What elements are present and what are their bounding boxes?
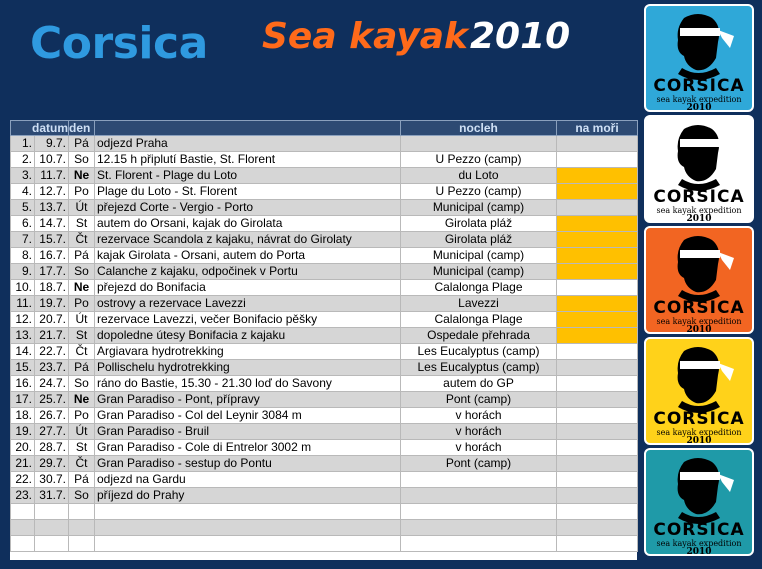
- row-description: příjezd do Prahy: [95, 488, 401, 504]
- row-day: St: [69, 440, 95, 456]
- row-description: Calanche z kajaku, odpočinek v Portu: [95, 264, 401, 280]
- row-date: 21.7.: [35, 328, 69, 344]
- row-accommodation: Les Eucalyptus (camp): [401, 360, 557, 376]
- table-row: [11, 296, 638, 312]
- row-date: 30.7.: [35, 472, 69, 488]
- table-row: [11, 440, 638, 456]
- logo-title: CORSICA: [653, 520, 745, 540]
- row-description: Gran Paradiso - Pont, přípravy: [95, 392, 401, 408]
- row-day: Ne: [69, 280, 95, 296]
- row-accommodation: v horách: [401, 440, 557, 456]
- row-at-sea: [557, 216, 638, 232]
- row-number: 9.: [11, 264, 35, 280]
- empty-row: [11, 504, 638, 520]
- logo-subtitle: sea kayak expedition: [656, 539, 742, 548]
- row-date: 31.7.: [35, 488, 69, 504]
- row-number: 2.: [11, 152, 35, 168]
- empty-cell: [557, 520, 638, 536]
- empty-row: [11, 536, 638, 552]
- empty-cell: [11, 536, 35, 552]
- row-day: Ne: [69, 392, 95, 408]
- row-day: Pá: [69, 472, 95, 488]
- row-day: So: [69, 376, 95, 392]
- row-at-sea: [557, 312, 638, 328]
- row-date: 19.7.: [35, 296, 69, 312]
- row-at-sea: [557, 424, 638, 440]
- row-number: 1.: [11, 136, 35, 152]
- row-day: Čt: [69, 344, 95, 360]
- row-accommodation: Girolata pláž: [401, 232, 557, 248]
- row-description: odjezd Praha: [95, 136, 401, 152]
- row-date: 12.7.: [35, 184, 69, 200]
- table-row: [11, 136, 638, 152]
- row-accommodation: U Pezzo (camp): [401, 152, 557, 168]
- table-row: [11, 344, 638, 360]
- row-day: Ne: [69, 168, 95, 184]
- row-at-sea: [557, 472, 638, 488]
- row-at-sea: [557, 136, 638, 152]
- header-nocleh: nocleh: [401, 121, 557, 136]
- row-at-sea: [557, 408, 638, 424]
- empty-cell: [11, 504, 35, 520]
- row-description: rezervace Scandola z kajaku, návrat do Girolaty: [95, 232, 401, 248]
- row-at-sea: [557, 488, 638, 504]
- row-date: 20.7.: [35, 312, 69, 328]
- row-accommodation: Lavezzi: [401, 296, 557, 312]
- table-row: [11, 360, 638, 376]
- row-at-sea: [557, 360, 638, 376]
- row-description: kajak Girolata - Orsani, autem do Porta: [95, 248, 401, 264]
- logo-year: 2010: [686, 103, 712, 112]
- row-day: Pá: [69, 248, 95, 264]
- row-description: Argiavara hydrotrekking: [95, 344, 401, 360]
- empty-cell: [69, 520, 95, 536]
- row-date: 16.7.: [35, 248, 69, 264]
- row-day: St: [69, 216, 95, 232]
- row-accommodation: du Loto: [401, 168, 557, 184]
- row-accommodation: U Pezzo (camp): [401, 184, 557, 200]
- row-number: 5.: [11, 200, 35, 216]
- row-day: So: [69, 264, 95, 280]
- empty-cell: [69, 536, 95, 552]
- row-at-sea: [557, 392, 638, 408]
- table-row: [11, 232, 638, 248]
- row-description: Gran Paradiso - Col del Leynir 3084 m: [95, 408, 401, 424]
- empty-cell: [401, 504, 557, 520]
- row-at-sea: [557, 184, 638, 200]
- corsica-logo: [644, 4, 754, 112]
- row-number: 12.: [11, 312, 35, 328]
- table-row: [11, 264, 638, 280]
- row-date: 22.7.: [35, 344, 69, 360]
- row-accommodation: [401, 136, 557, 152]
- empty-cell: [35, 520, 69, 536]
- empty-cell: [11, 520, 35, 536]
- table-row: [11, 328, 638, 344]
- row-at-sea: [557, 232, 638, 248]
- row-number: 19.: [11, 424, 35, 440]
- row-description: St. Florent - Plage du Loto: [95, 168, 401, 184]
- empty-row: [11, 520, 638, 536]
- empty-cell: [69, 504, 95, 520]
- row-date: 25.7.: [35, 392, 69, 408]
- row-accommodation: Girolata pláž: [401, 216, 557, 232]
- header-datum: datum: [11, 121, 69, 136]
- row-at-sea: [557, 344, 638, 360]
- row-at-sea: [557, 328, 638, 344]
- logo-subtitle: sea kayak expedition: [656, 95, 742, 104]
- table-row: [11, 472, 638, 488]
- logo-year: 2010: [686, 325, 712, 334]
- title-year: 2010: [470, 16, 571, 57]
- row-day: Čt: [69, 456, 95, 472]
- row-date: 15.7.: [35, 232, 69, 248]
- row-number: 20.: [11, 440, 35, 456]
- row-date: 13.7.: [35, 200, 69, 216]
- row-accommodation: Pont (camp): [401, 392, 557, 408]
- corsica-logo: [644, 337, 754, 445]
- row-accommodation: Municipal (camp): [401, 264, 557, 280]
- table-row: [11, 200, 638, 216]
- row-description: přejezd Corte - Vergio - Porto: [95, 200, 401, 216]
- row-description: odjezd na Gardu: [95, 472, 401, 488]
- empty-cell: [95, 520, 401, 536]
- row-day: Út: [69, 312, 95, 328]
- row-day: So: [69, 488, 95, 504]
- table-row: [11, 456, 638, 472]
- row-accommodation: v horách: [401, 424, 557, 440]
- row-day: Po: [69, 296, 95, 312]
- row-number: 13.: [11, 328, 35, 344]
- row-number: 3.: [11, 168, 35, 184]
- row-at-sea: [557, 248, 638, 264]
- table-row: [11, 280, 638, 296]
- row-at-sea: [557, 296, 638, 312]
- row-number: 14.: [11, 344, 35, 360]
- row-accommodation: Municipal (camp): [401, 248, 557, 264]
- row-description: 12.15 h připlutí Bastie, St. Florent: [95, 152, 401, 168]
- row-at-sea: [557, 168, 638, 184]
- empty-cell: [35, 536, 69, 552]
- row-at-sea: [557, 280, 638, 296]
- row-number: 22.: [11, 472, 35, 488]
- table-header: [11, 121, 638, 136]
- row-at-sea: [557, 152, 638, 168]
- row-number: 11.: [11, 296, 35, 312]
- row-date: 17.7.: [35, 264, 69, 280]
- header-den: den: [69, 121, 95, 136]
- row-date: 28.7.: [35, 440, 69, 456]
- header-na-mori: na moři: [557, 121, 638, 136]
- row-number: 8.: [11, 248, 35, 264]
- row-accommodation: Ospedale přehrada: [401, 328, 557, 344]
- logo-column: [644, 4, 758, 559]
- row-description: ráno do Bastie, 15.30 - 21.30 loď do Savony: [95, 376, 401, 392]
- row-accommodation: Municipal (camp): [401, 200, 557, 216]
- row-description: autem do Orsani, kajak do Girolata: [95, 216, 401, 232]
- row-at-sea: [557, 264, 638, 280]
- table-row: [11, 376, 638, 392]
- empty-cell: [95, 504, 401, 520]
- table-row: [11, 216, 638, 232]
- table-row: [11, 392, 638, 408]
- row-number: 17.: [11, 392, 35, 408]
- row-accommodation: [401, 488, 557, 504]
- row-accommodation: Pont (camp): [401, 456, 557, 472]
- itinerary-table: [10, 120, 638, 552]
- row-day: So: [69, 152, 95, 168]
- row-description: Gran Paradiso - sestup do Pontu: [95, 456, 401, 472]
- row-at-sea: [557, 456, 638, 472]
- table-row: [11, 408, 638, 424]
- row-at-sea: [557, 440, 638, 456]
- row-day: Út: [69, 424, 95, 440]
- row-description: dopoledne útesy Bonifacia z kajaku: [95, 328, 401, 344]
- logo-year: 2010: [686, 214, 712, 223]
- logo-subtitle: sea kayak expedition: [656, 317, 742, 326]
- empty-cell: [557, 536, 638, 552]
- table-row: [11, 152, 638, 168]
- logo-year: 2010: [686, 547, 712, 556]
- row-date: 18.7.: [35, 280, 69, 296]
- empty-cell: [557, 504, 638, 520]
- table-row: [11, 184, 638, 200]
- row-number: 6.: [11, 216, 35, 232]
- row-accommodation: Calalonga Plage: [401, 312, 557, 328]
- row-accommodation: [401, 472, 557, 488]
- row-number: 18.: [11, 408, 35, 424]
- logo-subtitle: sea kayak expedition: [656, 206, 742, 215]
- corsica-logo: [644, 448, 754, 556]
- logo-title: CORSICA: [653, 187, 745, 207]
- empty-cell: [35, 504, 69, 520]
- row-day: St: [69, 328, 95, 344]
- row-date: 24.7.: [35, 376, 69, 392]
- row-description: Gran Paradiso - Bruil: [95, 424, 401, 440]
- corsica-logo: [644, 115, 754, 223]
- table-row: [11, 488, 638, 504]
- title-corsica: Corsica: [30, 18, 208, 69]
- row-accommodation: Calalonga Plage: [401, 280, 557, 296]
- itinerary-sheet: [10, 120, 637, 560]
- row-description: rezervace Lavezzi, večer Bonifacio pěšky: [95, 312, 401, 328]
- empty-cell: [95, 536, 401, 552]
- table-row: [11, 168, 638, 184]
- logo-title: CORSICA: [653, 409, 745, 429]
- row-description: Gran Paradiso - Cole di Entrelor 3002 m: [95, 440, 401, 456]
- row-date: 11.7.: [35, 168, 69, 184]
- row-day: Po: [69, 184, 95, 200]
- row-description: přejezd do Bonifacia: [95, 280, 401, 296]
- header-blank: [95, 121, 401, 136]
- row-number: 4.: [11, 184, 35, 200]
- row-day: Pá: [69, 360, 95, 376]
- logo-subtitle: sea kayak expedition: [656, 428, 742, 437]
- row-number: 7.: [11, 232, 35, 248]
- row-number: 10.: [11, 280, 35, 296]
- row-number: 21.: [11, 456, 35, 472]
- row-date: 14.7.: [35, 216, 69, 232]
- row-number: 16.: [11, 376, 35, 392]
- empty-cell: [401, 520, 557, 536]
- row-description: Plage du Loto - St. Florent: [95, 184, 401, 200]
- row-date: 27.7.: [35, 424, 69, 440]
- row-date: 10.7.: [35, 152, 69, 168]
- row-accommodation: Les Eucalyptus (camp): [401, 344, 557, 360]
- table-row: [11, 248, 638, 264]
- logo-title: CORSICA: [653, 76, 745, 96]
- row-date: 23.7.: [35, 360, 69, 376]
- row-date: 9.7.: [35, 136, 69, 152]
- title-sea-kayak: Sea kayak: [262, 16, 468, 57]
- row-accommodation: v horách: [401, 408, 557, 424]
- logo-year: 2010: [686, 436, 712, 445]
- row-description: Pollischelu hydrotrekking: [95, 360, 401, 376]
- row-date: 26.7.: [35, 408, 69, 424]
- row-number: 23.: [11, 488, 35, 504]
- table-row: [11, 424, 638, 440]
- row-accommodation: autem do GP: [401, 376, 557, 392]
- table-row: [11, 312, 638, 328]
- row-day: Čt: [69, 232, 95, 248]
- row-date: 29.7.: [35, 456, 69, 472]
- row-day: Po: [69, 408, 95, 424]
- row-at-sea: [557, 200, 638, 216]
- row-day: Út: [69, 200, 95, 216]
- empty-cell: [401, 536, 557, 552]
- row-at-sea: [557, 376, 638, 392]
- row-description: ostrovy a rezervace Lavezzi: [95, 296, 401, 312]
- row-number: 15.: [11, 360, 35, 376]
- corsica-logo: [644, 226, 754, 334]
- logo-title: CORSICA: [653, 298, 745, 318]
- row-day: Pá: [69, 136, 95, 152]
